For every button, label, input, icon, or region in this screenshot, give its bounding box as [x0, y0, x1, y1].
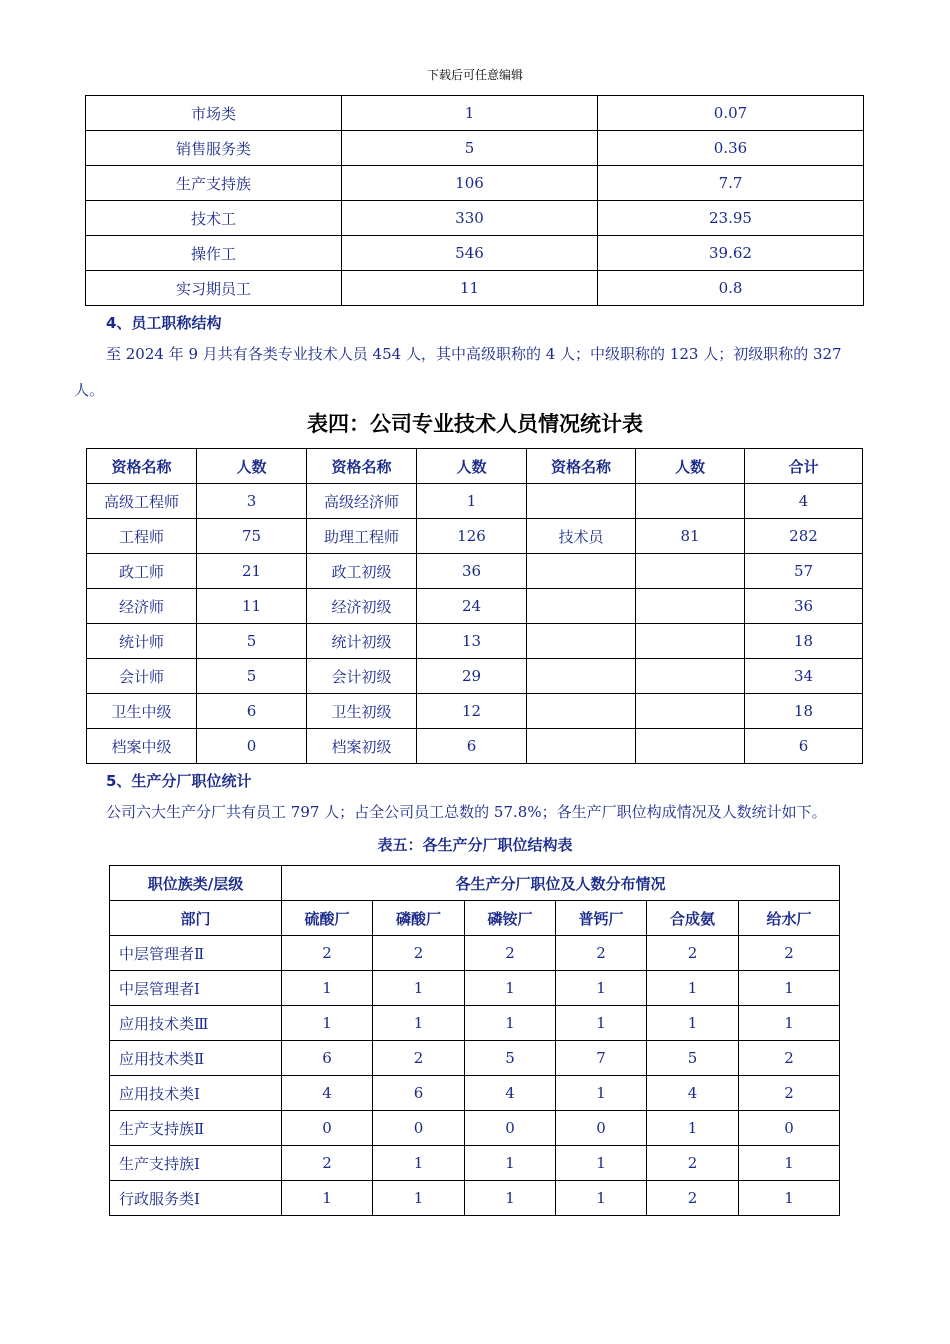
table-row	[87, 659, 863, 694]
table-cell: 1	[417, 484, 527, 519]
table-row	[86, 271, 864, 306]
section4-paragraph-line1: 至 2024 年 9 月共有各类专业技术人员 454 人，其中高级职称的 4 人；中级职称的 123 人；初级职称的 327	[106, 345, 842, 363]
table-cell: 1	[373, 1006, 465, 1041]
table-cell: 实习期员工	[86, 271, 342, 306]
table-cell: 1	[556, 971, 647, 1006]
table-cell	[636, 659, 745, 694]
table-cell: 会计师	[87, 659, 197, 694]
table-cell: 生产支持族Ⅱ	[110, 1111, 282, 1146]
table-cell: 1	[282, 1181, 373, 1216]
table-cell: 1	[465, 1006, 556, 1041]
table-cell: 1	[373, 971, 465, 1006]
section4-paragraph-line2: 人。	[74, 381, 105, 399]
table-cell: 34	[745, 659, 863, 694]
table-cell: 81	[636, 519, 745, 554]
table-row	[87, 484, 863, 519]
table-row	[87, 694, 863, 729]
table-cell: 3	[197, 484, 307, 519]
table-cell: 销售服务类	[86, 131, 342, 166]
table-cell: 13	[417, 624, 527, 659]
table-cell: 中层管理者Ⅱ	[110, 936, 282, 971]
table-cell: 24	[417, 589, 527, 624]
table-cell: 0	[465, 1111, 556, 1146]
table-cell: 1	[739, 971, 840, 1006]
table-cell: 6	[745, 729, 863, 764]
table-cell: 23.95	[598, 201, 864, 236]
table-row	[86, 201, 864, 236]
table-cell	[527, 659, 636, 694]
table-cell: 2	[739, 1076, 840, 1111]
table-cell: 1	[282, 1006, 373, 1041]
table-cell: 1	[556, 1006, 647, 1041]
header-cell: 合成氨	[647, 901, 739, 936]
table-row	[87, 554, 863, 589]
table-cell: 市场类	[86, 96, 342, 131]
table-staff-categories	[85, 95, 864, 306]
table-cell	[636, 554, 745, 589]
table-cell: 会计初级	[307, 659, 417, 694]
table-cell: 1	[556, 1076, 647, 1111]
table-cell: 6	[373, 1076, 465, 1111]
section5-heading: 5、生产分厂职位统计	[106, 772, 252, 790]
table-cell: 2	[282, 936, 373, 971]
table-cell: 29	[417, 659, 527, 694]
table-cell: 11	[342, 271, 598, 306]
table-cell: 4	[465, 1076, 556, 1111]
table-cell: 0	[739, 1111, 840, 1146]
table-cell: 应用技术类Ⅱ	[110, 1041, 282, 1076]
table-row	[110, 1006, 840, 1041]
header-cell: 硫酸厂	[282, 901, 373, 936]
table-cell	[527, 694, 636, 729]
header-cell: 部门	[110, 901, 282, 936]
table-cell: 4	[282, 1076, 373, 1111]
table-cell: 统计师	[87, 624, 197, 659]
table-cell: 126	[417, 519, 527, 554]
table-cell: 行政服务类Ⅰ	[110, 1181, 282, 1216]
table-cell: 6	[197, 694, 307, 729]
table-row	[87, 589, 863, 624]
table-cell: 经济师	[87, 589, 197, 624]
header-cell-position-level: 职位族类/层级	[110, 866, 282, 901]
table-cell: 1	[739, 1006, 840, 1041]
table-cell: 5	[647, 1041, 739, 1076]
page-header: 下载后可任意编辑	[426, 68, 523, 82]
table-cell	[527, 484, 636, 519]
table-cell: 5	[342, 131, 598, 166]
table-cell: 卫生中级	[87, 694, 197, 729]
table-cell: 1	[556, 1181, 647, 1216]
table-cell: 2	[739, 1041, 840, 1076]
table-cell: 6	[282, 1041, 373, 1076]
header-cell: 普钙厂	[556, 901, 647, 936]
table-professional-staff	[86, 448, 863, 764]
table-cell	[527, 624, 636, 659]
header-cell: 人数	[197, 449, 307, 484]
section5-paragraph: 公司六大生产分厂共有员工 797 人；占全公司员工总数的 57.8%；各生产厂职位构成情况及人数统计如下。	[106, 803, 827, 821]
table-row	[87, 729, 863, 764]
table-plant-positions	[109, 865, 840, 1216]
table-cell: 2	[647, 1146, 739, 1181]
table5-title: 表五：各生产分厂职位结构表	[377, 836, 573, 854]
table-cell: 1	[647, 971, 739, 1006]
table-row	[86, 166, 864, 201]
table-cell: 36	[417, 554, 527, 589]
table-row	[110, 936, 840, 971]
table-cell: 5	[197, 659, 307, 694]
table-cell: 6	[417, 729, 527, 764]
table-cell: 生产支持族Ⅰ	[110, 1146, 282, 1181]
table-cell	[527, 729, 636, 764]
table-cell: 2	[739, 936, 840, 971]
table-cell: 0	[373, 1111, 465, 1146]
table-cell: 1	[465, 971, 556, 1006]
table-cell: 统计初级	[307, 624, 417, 659]
table-cell: 0.8	[598, 271, 864, 306]
table-cell: 应用技术类Ⅰ	[110, 1076, 282, 1111]
table-cell: 2	[373, 1041, 465, 1076]
table-header-row	[110, 901, 840, 936]
table-cell: 282	[745, 519, 863, 554]
header-cell: 磷酸厂	[373, 901, 465, 936]
table-row	[110, 1041, 840, 1076]
table-row	[87, 624, 863, 659]
table-cell: 0	[556, 1111, 647, 1146]
table-cell: 21	[197, 554, 307, 589]
table-cell	[636, 589, 745, 624]
table-cell: 档案初级	[307, 729, 417, 764]
table-cell: 工程师	[87, 519, 197, 554]
table-cell	[636, 484, 745, 519]
table-cell: 39.62	[598, 236, 864, 271]
table-cell: 1	[282, 971, 373, 1006]
table-cell: 2	[647, 936, 739, 971]
table-cell: 0	[197, 729, 307, 764]
table-cell: 4	[647, 1076, 739, 1111]
table-cell: 0	[282, 1111, 373, 1146]
header-cell: 磷铵厂	[465, 901, 556, 936]
table-cell: 中层管理者Ⅰ	[110, 971, 282, 1006]
table-header-row	[110, 866, 840, 901]
table-row	[110, 1146, 840, 1181]
table-cell: 政工师	[87, 554, 197, 589]
table-cell: 546	[342, 236, 598, 271]
table-cell: 2	[556, 936, 647, 971]
table4-title: 表四：公司专业技术人员情况统计表	[307, 412, 643, 436]
table-cell: 1	[342, 96, 598, 131]
table-row	[110, 971, 840, 1006]
table-cell: 36	[745, 589, 863, 624]
header-cell: 合计	[745, 449, 863, 484]
section4-heading: 4、员工职称结构	[106, 314, 222, 332]
table-cell: 0.36	[598, 131, 864, 166]
table-cell: 7	[556, 1041, 647, 1076]
table-cell	[636, 624, 745, 659]
table-cell	[636, 694, 745, 729]
table-cell: 技术工	[86, 201, 342, 236]
header-cell: 人数	[417, 449, 527, 484]
table-cell: 助理工程师	[307, 519, 417, 554]
table-row	[110, 1181, 840, 1216]
table-row	[86, 131, 864, 166]
table-cell: 应用技术类Ⅲ	[110, 1006, 282, 1041]
table-cell: 2	[647, 1181, 739, 1216]
table-cell	[636, 729, 745, 764]
table-cell: 1	[647, 1006, 739, 1041]
table-cell: 5	[197, 624, 307, 659]
table-header-row	[87, 449, 863, 484]
table-cell: 7.7	[598, 166, 864, 201]
table-row	[110, 1076, 840, 1111]
table-cell: 高级工程师	[87, 484, 197, 519]
table-cell: 0.07	[598, 96, 864, 131]
table-cell	[527, 554, 636, 589]
table-cell: 18	[745, 694, 863, 729]
table-cell: 330	[342, 201, 598, 236]
table-row	[86, 236, 864, 271]
table-cell: 卫生初级	[307, 694, 417, 729]
table-cell: 档案中级	[87, 729, 197, 764]
table-cell: 75	[197, 519, 307, 554]
table-cell: 2	[282, 1146, 373, 1181]
table-cell: 1	[556, 1146, 647, 1181]
header-cell: 人数	[636, 449, 745, 484]
table-cell	[527, 589, 636, 624]
table-cell: 11	[197, 589, 307, 624]
table-cell: 1	[465, 1146, 556, 1181]
table-row	[110, 1111, 840, 1146]
table-cell: 1	[739, 1181, 840, 1216]
header-cell-distribution: 各生产分厂职位及人数分布情况	[282, 866, 840, 901]
table-cell: 经济初级	[307, 589, 417, 624]
table-cell: 18	[745, 624, 863, 659]
table-cell: 高级经济师	[307, 484, 417, 519]
table-cell: 1	[373, 1146, 465, 1181]
header-cell: 资格名称	[307, 449, 417, 484]
header-cell: 资格名称	[87, 449, 197, 484]
table-cell: 57	[745, 554, 863, 589]
table-row	[87, 519, 863, 554]
table-cell: 5	[465, 1041, 556, 1076]
table-cell: 12	[417, 694, 527, 729]
table-cell: 生产支持族	[86, 166, 342, 201]
table-cell: 1	[647, 1111, 739, 1146]
table-cell: 1	[739, 1146, 840, 1181]
table-cell: 操作工	[86, 236, 342, 271]
table-cell: 4	[745, 484, 863, 519]
table-cell: 2	[465, 936, 556, 971]
table-cell: 1	[373, 1181, 465, 1216]
table-cell: 1	[465, 1181, 556, 1216]
header-cell: 给水厂	[739, 901, 840, 936]
table-cell: 政工初级	[307, 554, 417, 589]
header-cell: 资格名称	[527, 449, 636, 484]
table-row	[86, 96, 864, 131]
table-cell: 技术员	[527, 519, 636, 554]
table-cell: 106	[342, 166, 598, 201]
table-cell: 2	[373, 936, 465, 971]
